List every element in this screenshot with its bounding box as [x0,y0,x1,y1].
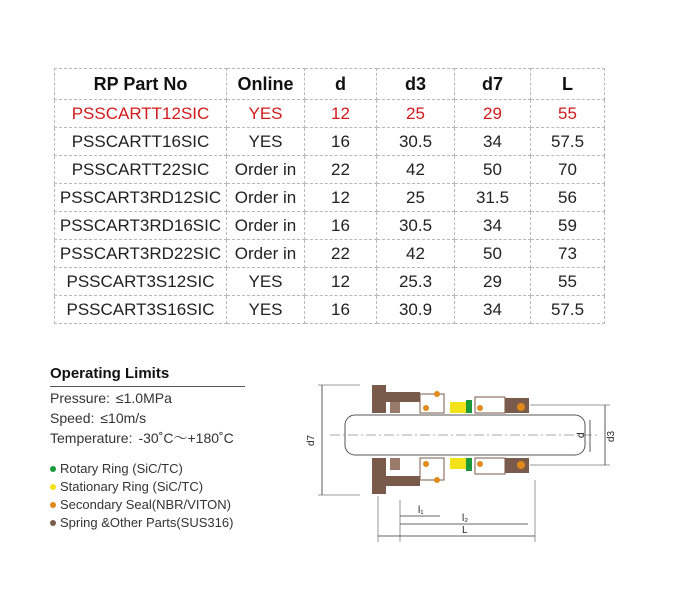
part-no-cell: PSSCARTT12SIC [55,100,227,128]
table-header-row [55,69,605,100]
d-cell: 22 [305,240,377,268]
legend-item-spring-parts [50,514,233,532]
online-cell: Order in [227,184,305,212]
brown-dot-icon [50,520,56,526]
orange-dot-icon [50,502,56,508]
part-no-cell: PSSCARTT22SIC [55,156,227,184]
materials-legend [50,460,233,532]
d3-label: d3 [606,430,617,442]
d7-cell: 34 [455,212,531,240]
yellow-dot-icon [50,484,56,490]
pressure-value: ≤1.0MPa [115,390,172,406]
green-dot-icon [50,466,56,472]
d7-cell: 29 [455,268,531,296]
header-d3: d3 [377,69,455,100]
d-cell: 12 [305,268,377,296]
header-online: Online [227,69,305,100]
table-row [55,296,605,324]
l1-label: l₁ [418,505,424,516]
table-row [55,268,605,296]
legend-item-stationary-ring [50,478,233,496]
l-cell: 57.5 [531,128,605,156]
speed-value: ≤10m/s [100,410,147,426]
legend-label: Secondary Seal(NBR/VITON) [60,497,231,512]
table-row [55,212,605,240]
l-cell: 55 [531,268,605,296]
online-cell: Order in [227,156,305,184]
legend-item-secondary-seal [50,496,233,514]
speed-label: Speed: [50,410,95,426]
d-label: d [576,432,587,438]
part-no-cell: PSSCART3S12SIC [55,268,227,296]
part-no-cell: PSSCART3S16SIC [55,296,227,324]
l-cell: 70 [531,156,605,184]
table-row [55,184,605,212]
d3-cell: 30.5 [377,128,455,156]
operating-limits [50,365,245,447]
d7-cell: 50 [455,156,531,184]
legend-label: Spring &Other Parts(SUS316) [60,515,234,530]
part-no-cell: PSSCART3RD16SIC [55,212,227,240]
d-cell: 16 [305,212,377,240]
d-cell: 16 [305,296,377,324]
d7-label: d7 [306,434,317,446]
L-label: L [462,525,468,536]
d3-cell: 42 [377,156,455,184]
d-cell: 22 [305,156,377,184]
legend-item-rotary-ring [50,460,233,478]
pressure-label: Pressure: [50,390,110,406]
online-cell: YES [227,100,305,128]
l-cell: 55 [531,100,605,128]
online-cell: YES [227,128,305,156]
d3-cell: 30.9 [377,296,455,324]
pressure-line [50,390,245,407]
d7-cell: 29 [455,100,531,128]
d7-cell: 31.5 [455,184,531,212]
operating-limits-title: Operating Limits [50,365,245,387]
header-d7: d7 [455,69,531,100]
online-cell: Order in [227,240,305,268]
temperature-label: Temperature: [50,430,133,446]
temperature-line [50,430,245,447]
l-cell: 59 [531,212,605,240]
part-no-cell: PSSCART3RD12SIC [55,184,227,212]
part-no-cell: PSSCARTT16SIC [55,128,227,156]
table-row [55,240,605,268]
seal-cross-section-drawing [300,370,630,550]
table-row [55,128,605,156]
d3-cell: 42 [377,240,455,268]
lower-seal-assembly [372,458,529,494]
legend-label: Rotary Ring (SiC/TC) [60,461,183,476]
d-cell: 16 [305,128,377,156]
legend-label: Stationary Ring (SiC/TC) [60,479,204,494]
online-cell: YES [227,296,305,324]
d7-cell: 34 [455,128,531,156]
temperature-value: -30˚C～+180˚C [138,430,234,446]
d3-cell: 25 [377,100,455,128]
d3-cell: 30.5 [377,212,455,240]
d3-cell: 25 [377,184,455,212]
speed-line [50,410,245,427]
upper-seal-assembly [372,385,529,413]
l2-label: l₂ [462,513,469,524]
header-l: L [531,69,605,100]
header-d: d [305,69,377,100]
spec-table [54,68,605,324]
d-cell: 12 [305,184,377,212]
part-no-cell: PSSCART3RD22SIC [55,240,227,268]
table-row [55,156,605,184]
online-cell: YES [227,268,305,296]
d3-cell: 25.3 [377,268,455,296]
d7-cell: 50 [455,240,531,268]
header-part-no: RP Part No [55,69,227,100]
table-row [55,100,605,128]
d7-cell: 34 [455,296,531,324]
online-cell: Order in [227,212,305,240]
l-cell: 57.5 [531,296,605,324]
l-cell: 56 [531,184,605,212]
d-cell: 12 [305,100,377,128]
l-cell: 73 [531,240,605,268]
